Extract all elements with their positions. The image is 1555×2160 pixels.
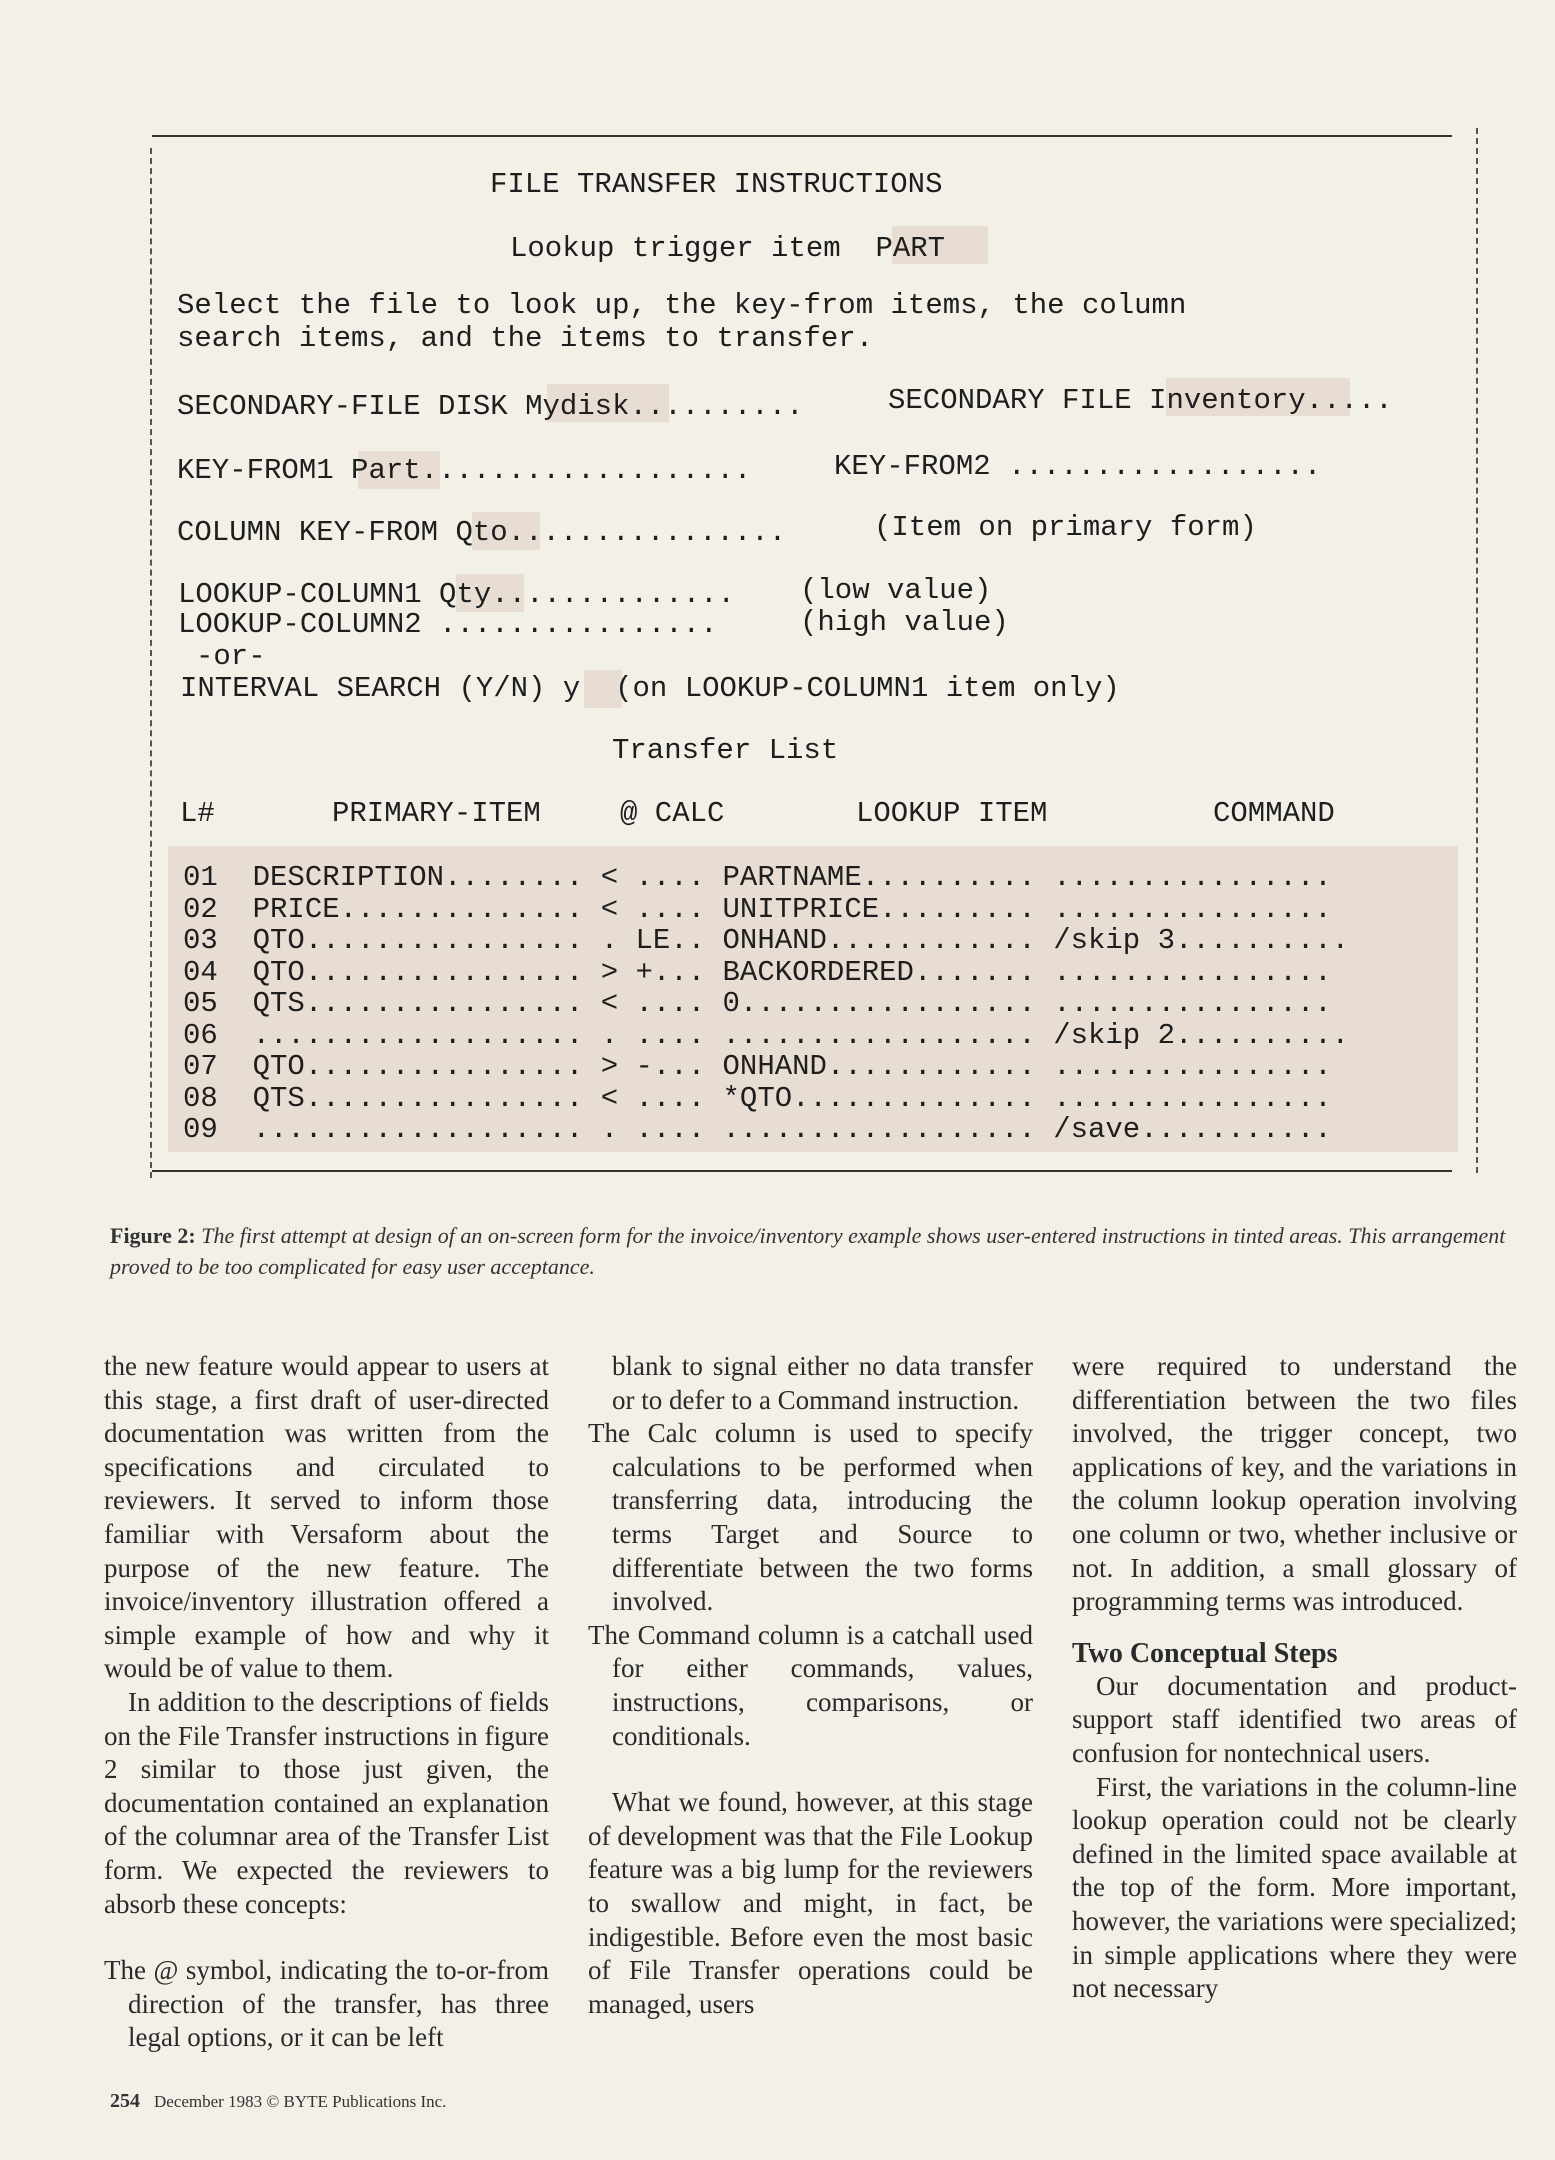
secondary-file-dots: ..... [1305, 384, 1393, 417]
row-number: 09 [183, 1113, 218, 1146]
column-key-value: Qto [455, 516, 508, 549]
row-command: ................ [1053, 955, 1332, 989]
key-from1-row [177, 454, 751, 488]
column-key-note: (Item on primary form) [874, 511, 1257, 544]
lookup-col2-row [178, 608, 718, 642]
row-lookup-item: *QTO.............. [722, 1081, 1036, 1115]
page-number: 254 [110, 2090, 140, 2112]
column1-paragraph-1: the new feature would appear to users at this stage, a first draft of user-directed documentation was written from the specifications and circulated to reviewers. It served to inform those familiar with Versaform about the purpose of the new feature. The invoice/inventory illustration offered a simple example of how and why it would be of value to them. [104, 1351, 549, 1684]
row-number: 02 [183, 892, 218, 926]
table-row [183, 1051, 1332, 1083]
instructions-line-2: search items, and the items to transfer. [177, 322, 874, 355]
lookup-col2-note: (high value) [800, 606, 1009, 639]
row-number: 07 [183, 1050, 218, 1083]
caption-text: The first attempt at design of an on-screen form for the invoice/inventory example shows user-entered instructions in tinted areas. This arrangement proved to be too complicated for easy user acceptance. [110, 1223, 1506, 1279]
column-2 [588, 1350, 1033, 2021]
table-row [183, 862, 1332, 894]
row-number: 01 [183, 861, 218, 894]
caption-label: Figure 2: [110, 1223, 196, 1248]
trigger-value: PART [875, 232, 946, 265]
row-calc: > +... [600, 955, 706, 989]
secondary-disk-row [177, 390, 804, 424]
row-primary-item: ................... [252, 1113, 584, 1146]
key-from1-value: Part [351, 454, 421, 487]
column3-paragraph-3: First, the variations in the column-line lookup operation could not be clearly defined in the limited space available at the top of the form. More important, however, the variations were specialized; in simple applications where they were not necessary [1072, 1771, 1517, 2004]
interval-value: y [562, 672, 581, 705]
row-primary-item: QTO................ [252, 924, 584, 957]
table-row [183, 957, 1332, 989]
row-command: ................ [1053, 892, 1332, 926]
key-from1-dots: ................... [420, 454, 752, 487]
secondary-disk-label: SECONDARY-FILE DISK [177, 390, 508, 423]
key-from1-label: KEY-FROM1 [177, 454, 334, 487]
instructions-line-1: Select the file to look up, the key-from items, the column [177, 289, 1187, 322]
page-footer [110, 2090, 446, 2113]
secondary-file-row [888, 384, 1393, 418]
interval-note: (on LOOKUP-COLUMN1 item only) [615, 672, 1120, 705]
row-primary-item: QTS................ [252, 1081, 584, 1115]
row-number: 04 [183, 955, 218, 989]
figure-title: FILE TRANSFER INSTRUCTIONS [490, 168, 943, 201]
column-3 [1072, 1350, 1517, 2006]
row-primary-item: DESCRIPTION........ [252, 861, 584, 894]
transfer-list-title: Transfer List [612, 734, 839, 767]
secondary-file-value: Inventory [1149, 384, 1306, 417]
row-lookup-item: ONHAND............ [722, 924, 1036, 957]
table-row [183, 925, 1349, 957]
header-command: COMMAND [1213, 797, 1335, 830]
header-calc: @ CALC [620, 797, 725, 830]
row-calc: > -... [600, 1050, 706, 1083]
row-lookup-item: UNITPRICE......... [722, 892, 1036, 926]
interval-label: INTERVAL SEARCH (Y/N) [180, 672, 546, 705]
interval-row [180, 672, 1120, 706]
section-heading: Two Conceptual Steps [1072, 1637, 1338, 1669]
column3-paragraph-1: were required to understand the differentiation between the two files involved, the trigger concept, two applications of key, and the variations in the column lookup operation involving one column or two, whether inclusive or not. In addition, a small glossary of programming terms was introduced. [1072, 1351, 1517, 1617]
row-number: 06 [183, 1018, 218, 1052]
row-primary-item: QTS................ [252, 987, 584, 1020]
row-calc: . .... [600, 1113, 706, 1146]
row-calc: < .... [600, 892, 706, 926]
row-primary-item: QTO................ [252, 955, 584, 989]
lookup-col1-dots: .............. [491, 578, 735, 611]
figure-caption [110, 1220, 1530, 1282]
frame-bottom-border [152, 1170, 1452, 1172]
row-calc: . .... [600, 1018, 706, 1052]
column2-paragraph-3: The Command column is a catchall used for either commands, values, instructions, comparisons, or conditionals. [588, 1619, 1033, 1751]
footer-text: December 1983 © BYTE Publications Inc. [154, 2092, 447, 2111]
key-from2-dots: .................. [1008, 450, 1322, 483]
row-lookup-item: 0................. [722, 987, 1036, 1020]
frame-left-border [150, 148, 152, 1178]
trigger-label: Lookup trigger item [510, 232, 841, 265]
lookup-col1-value: Qty [439, 578, 492, 611]
table-row [183, 1020, 1349, 1052]
lookup-col2-dots: ................ [439, 608, 718, 641]
row-command: /skip 2.......... [1053, 1018, 1350, 1052]
row-command: ................ [1053, 1081, 1332, 1115]
row-number: 03 [183, 924, 218, 957]
secondary-disk-value: Mydisk [525, 390, 630, 423]
column-1 [104, 1350, 549, 2055]
key-from2-row [834, 450, 1321, 484]
secondary-disk-dots: .......... [629, 390, 804, 423]
row-calc: < .... [600, 1081, 706, 1115]
column-key-dots: ................ [507, 516, 787, 549]
trigger-row [510, 232, 945, 266]
header-lookup-item: LOOKUP ITEM [856, 797, 1048, 830]
row-lookup-item: .................. [722, 1113, 1036, 1146]
row-command: ................ [1053, 861, 1332, 894]
row-command: ................ [1053, 1050, 1332, 1083]
table-row [183, 894, 1332, 926]
column1-paragraph-2: In addition to the descriptions of fields on the File Transfer instructions in figure 2 similar to those just given, the documentation contained an explanation of the columnar area of the Transfer List form. We expected the reviewers to absorb these concepts: [104, 1686, 549, 1919]
column2-paragraph-2: The Calc column is used to specify calculations to be performed when transferring data, introducing the terms Target and Source to differentiate between the two forms involved. [588, 1418, 1033, 1617]
column2-paragraph-4: What we found, however, at this stage of development was that the File Lookup feature was a big lump for the reviewers to swallow and might, in fact, be indigestible. Before even the most basic of File Transfer operations could be managed, users [588, 1787, 1033, 2019]
header-lnum: L# [180, 797, 215, 830]
secondary-file-label: SECONDARY FILE [888, 384, 1132, 417]
row-number: 05 [183, 987, 218, 1020]
row-calc: < .... [600, 987, 706, 1020]
row-primary-item: QTO................ [252, 1050, 584, 1083]
row-command: /skip 3.......... [1053, 924, 1350, 957]
row-number: 08 [183, 1081, 218, 1115]
frame-right-border [1476, 128, 1478, 1173]
row-lookup-item: ONHAND............ [722, 1050, 1036, 1083]
column1-paragraph-3: The @ symbol, indicating the to-or-from direction of the transfer, has three legal options, or it can be left [104, 1955, 549, 2053]
row-lookup-item: .................. [722, 1018, 1036, 1052]
lookup-col1-note: (low value) [800, 574, 992, 607]
row-lookup-item: BACKORDERED....... [722, 955, 1036, 989]
key-from2-label: KEY-FROM2 [834, 450, 991, 483]
lookup-col1-label: LOOKUP-COLUMN1 [178, 578, 422, 611]
table-row [183, 1083, 1332, 1115]
row-calc: . LE.. [600, 924, 706, 957]
column-key-row [177, 516, 786, 550]
table-row [183, 1114, 1332, 1146]
row-primary-item: ................... [252, 1018, 584, 1052]
row-command: ................ [1053, 987, 1332, 1020]
or-label: -or- [196, 640, 266, 673]
lookup-col2-label: LOOKUP-COLUMN2 [178, 608, 422, 641]
frame-top-border [152, 135, 1452, 137]
column-key-label: COLUMN KEY-FROM [177, 516, 439, 549]
column2-paragraph-1: blank to signal either no data transfer or to defer to a Command instruction. [612, 1351, 1033, 1415]
row-lookup-item: PARTNAME.......... [722, 861, 1036, 894]
row-calc: < .... [600, 861, 706, 894]
column3-paragraph-2: Our documentation and product-support staff identified two areas of confusion for nontechnical users. [1072, 1670, 1517, 1768]
row-primary-item: PRICE.............. [252, 892, 584, 926]
header-primary-item: PRIMARY-ITEM [332, 797, 541, 830]
table-row [183, 988, 1332, 1020]
row-command: /save........... [1053, 1113, 1332, 1146]
lookup-col1-row [178, 578, 735, 612]
